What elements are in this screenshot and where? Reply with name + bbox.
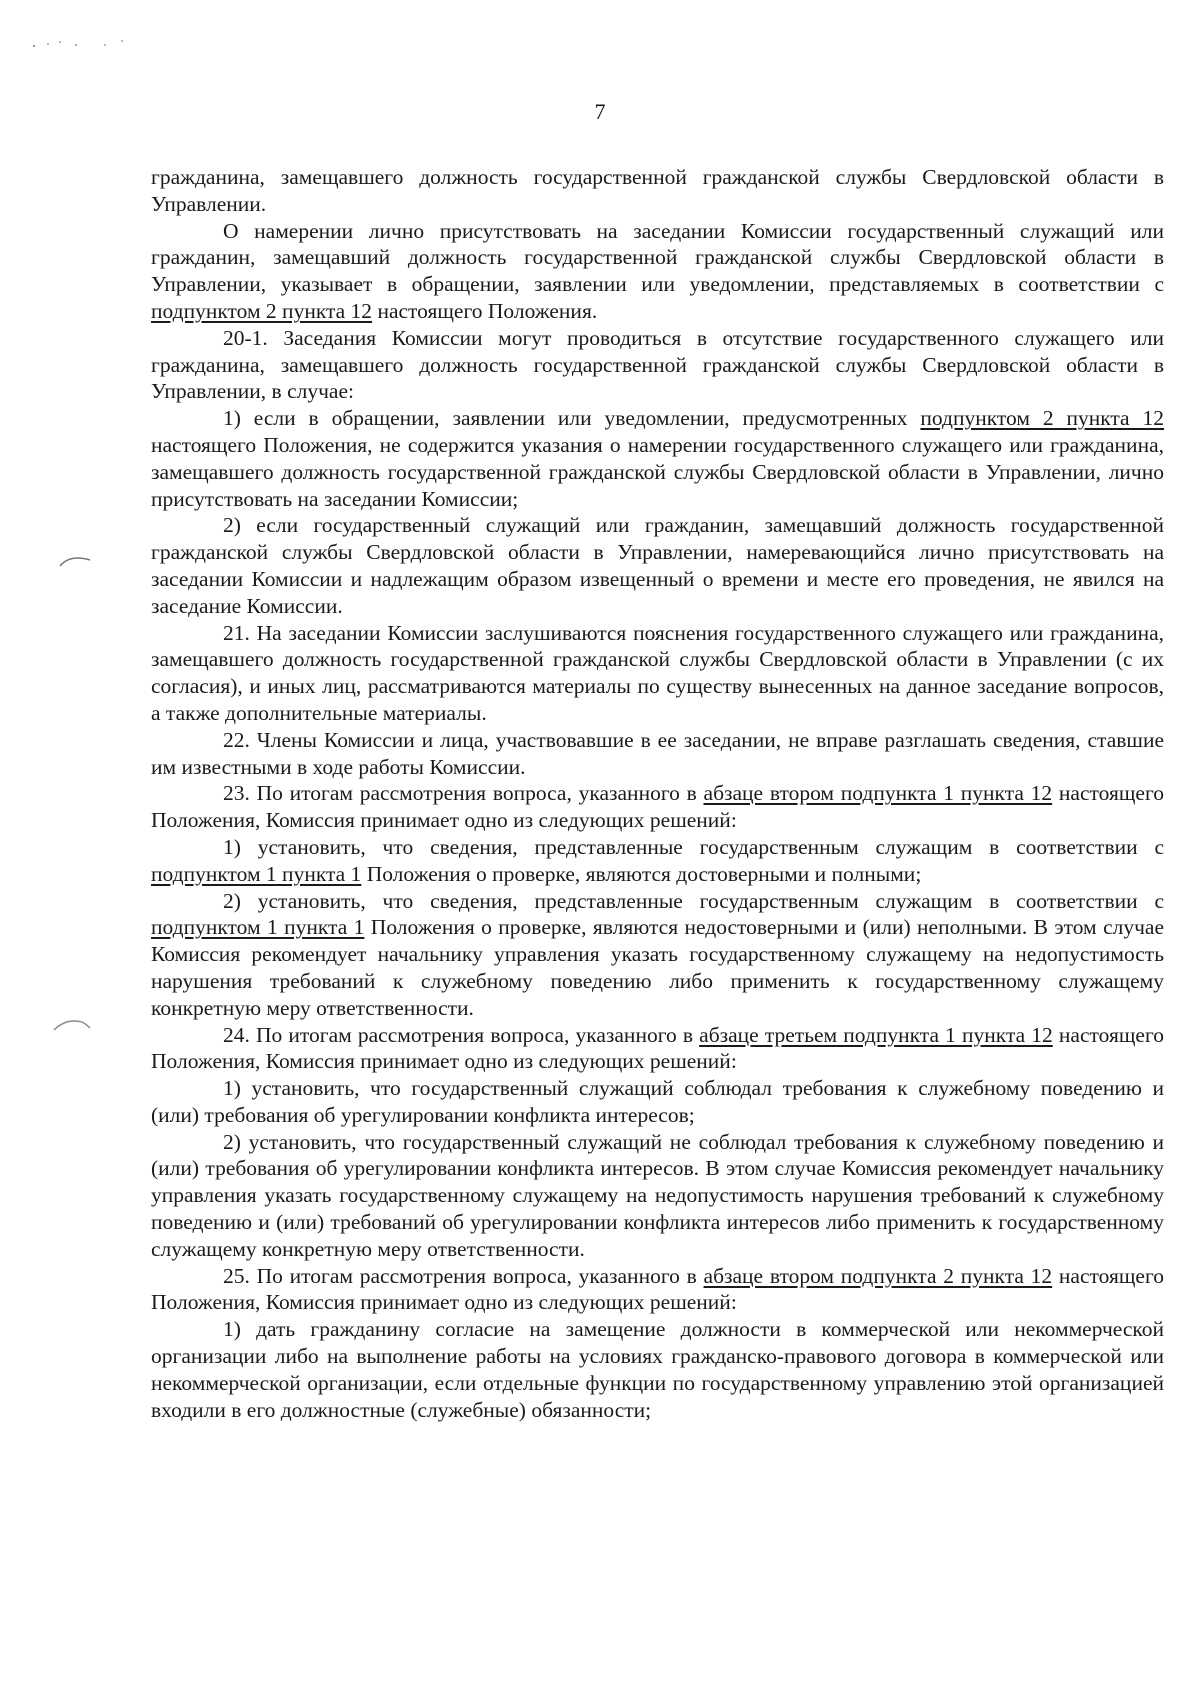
cross-reference-link: абзаце третьем подпункта 1 пункта 12 <box>699 1022 1053 1047</box>
paragraph-text: 1) дать гражданину согласие на замещение должности в коммерческой или некоммерческой организации либо на выполнение работы на условиях гражданско-правового договора в коммерческой или некоммерческой организации, если отдельные функции по государственному управлению этой организацией входили в его должностные (служебные) обязанности; <box>151 1317 1164 1422</box>
paragraph-text: 2) установить, что государственный служащий не соблюдал требования к служебному поведению и (или) требования об урегулировании конфликта интересов. В этом случае Комиссия рекомендует начальнику управления указать государственному служащему на недопустимость нарушения требований к служебному поведению и (или) требований об урегулировании конфликта интересов либо применить к государственному служащему конкретную меру ответственности. <box>151 1129 1164 1261</box>
scan-artifact <box>52 1014 92 1032</box>
paragraph <box>151 780 1164 834</box>
paragraph-text: настоящего Положения, не содержится указания о намерении государственного служащего или гражданина, замещавшего должность государственной гражданской службы Свердловской области в Управлении, лично присутствовать на заседании Комиссии; <box>151 432 1164 511</box>
page-number: 7 <box>594 99 606 124</box>
paragraph-text: Положения о проверке, являются достоверными и полными; <box>361 861 922 886</box>
cross-reference-link: абзаце втором подпункта 2 пункта 12 <box>703 1263 1053 1288</box>
paragraph <box>151 1316 1164 1423</box>
paragraph-text: 1) установить, что сведения, представленные государственным служащим в соответствии с <box>223 834 1164 859</box>
paragraph-text: 2) если государственный служащий или гражданин, замещавший должность государственной гражданской службы Свердловской области в Управлении, намеревающийся лично присутствовать на заседании Комиссии и надлежащим образом извещенный о времени и месте его проведения, не явился на заседание Комиссии. <box>151 513 1164 618</box>
paragraph-text: настоящего Положения, Комиссия принимает одно из следующих решений: <box>151 1022 1164 1074</box>
paragraph-text: настоящего Положения, Комиссия принимает одно из следующих решений: <box>151 781 1164 833</box>
paragraph <box>151 1022 1164 1076</box>
paragraph-text: настоящего Положения, Комиссия принимает одно из следующих решений: <box>151 1263 1164 1315</box>
paragraph <box>151 888 1164 1022</box>
paragraph-text: 22. Члены Комиссии и лица, участвовавшие в ее заседании, не вправе разглашать сведения, ставшие им известными в ходе работы Комиссии. <box>151 727 1164 779</box>
paragraph <box>151 218 1164 325</box>
cross-reference-link: абзаце втором подпункта 1 пункта 12 <box>703 781 1053 806</box>
paragraph-text: 1) если в обращении, заявлении или уведомлении, предусмотренных <box>223 406 921 431</box>
paragraph-text: 1) установить, что государственный служащий соблюдал требования к служебному поведению и (или) требования об урегулировании конфликта интересов; <box>151 1076 1164 1127</box>
cross-reference-link: подпунктом 2 пункта 12 <box>151 298 373 323</box>
paragraph <box>151 727 1164 781</box>
paragraph <box>151 1263 1164 1317</box>
paragraph-text: Положения о проверке, являются недостоверными и (или) неполными. В этом случае Комиссия рекомендует начальнику управления указать государственному служащему на недопустимость нарушения требований к служебному поведению либо применить к государственному служащему конкретную меру ответственности. <box>151 915 1164 1020</box>
paragraph <box>151 1075 1164 1129</box>
cross-reference-link: подпунктом 2 пункта 12 <box>920 406 1164 431</box>
paragraph-text: 23. По итогам рассмотрения вопроса, указанного в <box>223 781 704 806</box>
paragraph-text: 2) установить, что сведения, представленные государственным служащим в соответствии с <box>223 888 1164 913</box>
paragraph-text: 21. На заседании Комиссии заслушиваются пояснения государственного служащего или гражданина, замещавшего должность государственной гражданской службы Свердловской области в Управлении (с их согласия), и иных лиц, рассматриваются материалы по существу вынесенных на данное заседание вопросов, а также дополнительные материалы. <box>151 620 1164 725</box>
paragraph <box>151 620 1164 727</box>
paragraph <box>151 164 1164 218</box>
document-body <box>151 164 1164 1423</box>
paragraph-text: настоящего Положения. <box>372 298 598 323</box>
cross-reference-link: подпунктом 1 пункта 1 <box>151 861 362 886</box>
paragraph-text: 20-1. Заседания Комиссии могут проводиться в отсутствие государственного служащего или гражданина, замещавшего должность государственной гражданской службы Свердловской области в Управлении, в случае: <box>151 325 1164 404</box>
cross-reference-link: подпунктом 1 пункта 1 <box>151 915 365 940</box>
scan-artifact <box>30 36 130 50</box>
paragraph <box>151 325 1164 405</box>
paragraph-text: 24. По итогам рассмотрения вопроса, указанного в <box>223 1022 700 1047</box>
paragraph <box>151 512 1164 619</box>
paragraph <box>151 834 1164 888</box>
paragraph <box>151 1129 1164 1263</box>
paragraph-text: гражданина, замещавшего должность государственной гражданской службы Свердловской области в Управлении. <box>151 165 1164 216</box>
paragraph-text: О намерении лично присутствовать на заседании Комиссии государственный служащий или гражданин, замещавший должность государственной гражданской службы Свердловской области в Управлении, указывает в обращении, заявлении или уведомлении, представляемых в соответствии с <box>151 218 1164 297</box>
paragraph-text: 25. По итогам рассмотрения вопроса, указанного в <box>223 1263 704 1288</box>
scan-artifact <box>58 552 92 570</box>
paragraph <box>151 405 1164 512</box>
